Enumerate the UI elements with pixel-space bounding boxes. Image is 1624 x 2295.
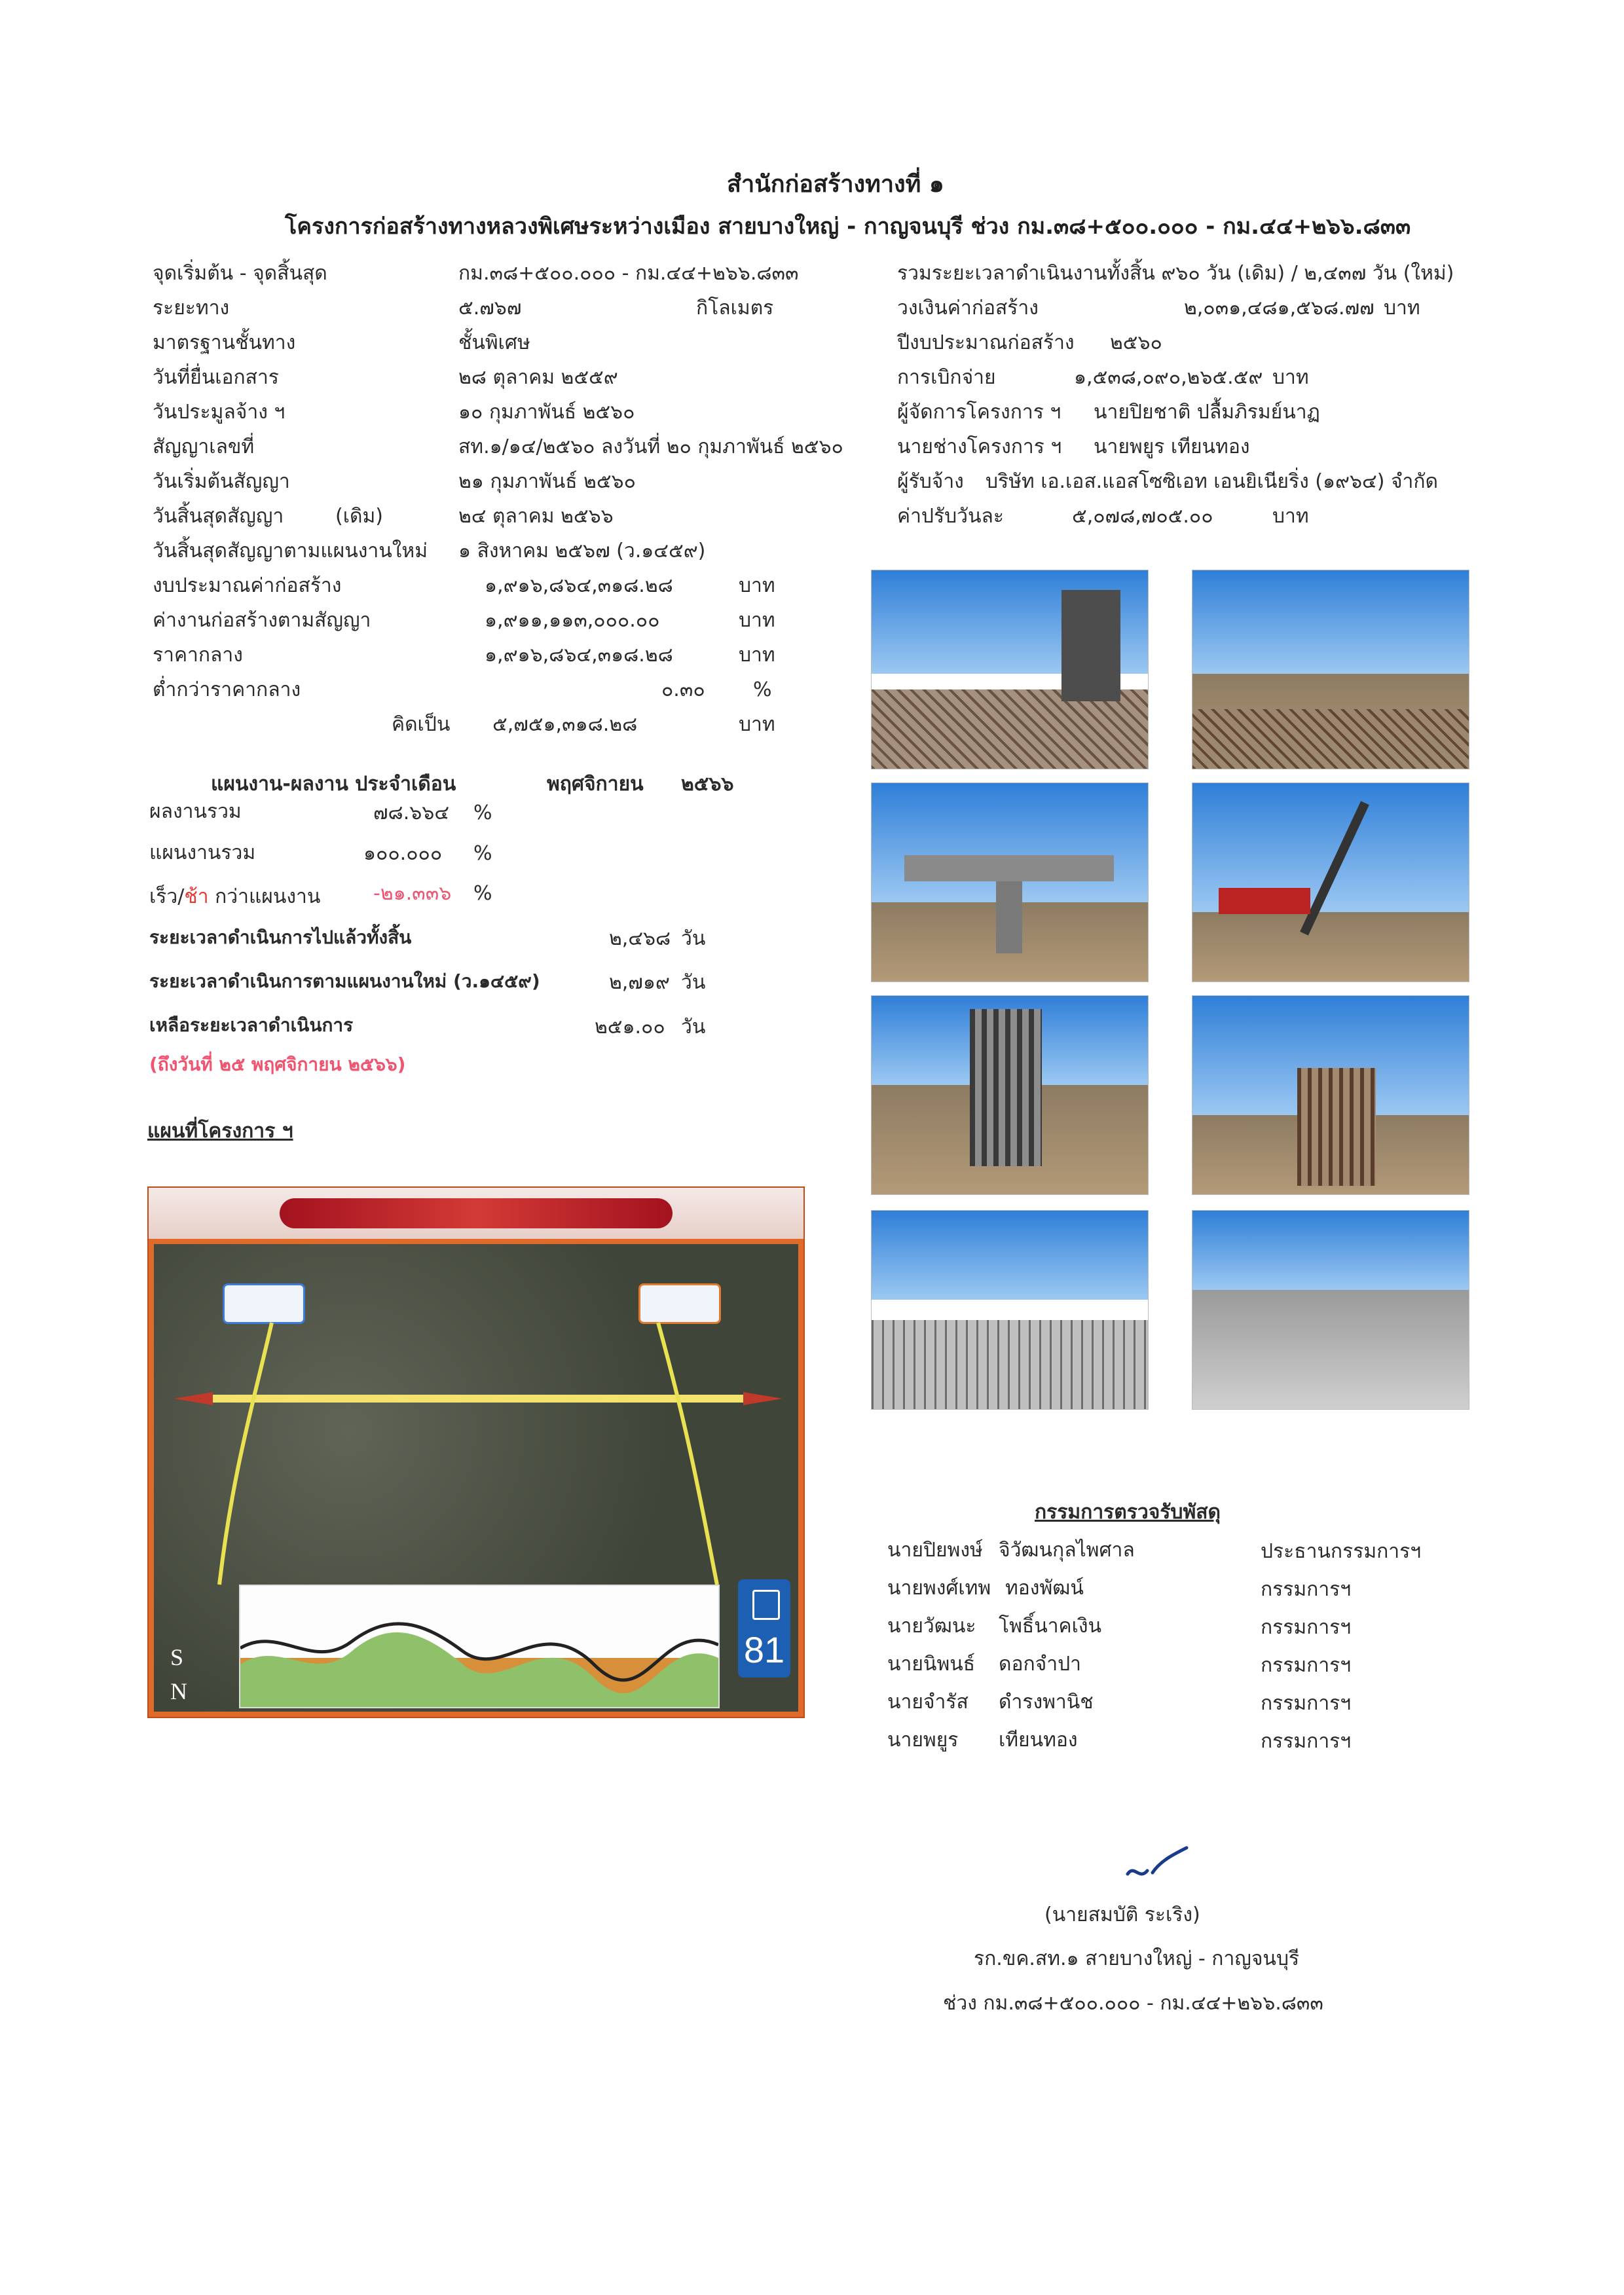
right-value-disbursement: ๑,๕๓๘,๐๙๐,๒๖๕.๕๙ <box>1074 366 1263 389</box>
info-value-bid-date: ๑๐ กุมภาพันธ์ ๒๕๖๐ <box>458 401 635 424</box>
right-value-fiscal-year: ๒๕๖๐ <box>1110 331 1162 354</box>
photo-2 <box>1192 570 1469 769</box>
member-last-name: ดำรงพานิช <box>999 1691 1094 1714</box>
member-last-name: ทองพัฒน์ <box>1005 1577 1084 1600</box>
compass-s: S <box>170 1644 184 1670</box>
duration-unit-new-plan: วัน <box>681 971 706 994</box>
map-header <box>149 1188 803 1239</box>
speed-rest-label: กว่าแผนงาน <box>208 885 321 908</box>
progress-heading: แผนงาน-ผลงาน ประจำเดือน <box>211 773 456 796</box>
progress-value-plan: ๑๐๐.๐๐๐ <box>363 842 443 865</box>
right-value-project-manager: นายปิยชาติ ปลื้มภิรมย์นาฏ <box>1094 401 1320 424</box>
progress-unit-plan: % <box>473 842 492 865</box>
map-heading: แผนที่โครงการ ฯ <box>147 1120 293 1143</box>
speed-fast-label: เร็ว/ <box>149 885 185 908</box>
info-label-contract-end: วันสิ้นสุดสัญญา <box>153 505 284 528</box>
profile-chart <box>240 1586 718 1707</box>
info-label-new-end: วันสิ้นสุดสัญญาตามแผนงานใหม่ <box>153 540 428 562</box>
money-unit-below: % <box>753 678 772 701</box>
member-role: กรรมการฯ <box>1261 1654 1352 1677</box>
highway-81-badge <box>738 1579 790 1678</box>
member-role: ประธานกรรมการฯ <box>1261 1540 1422 1563</box>
right-label-contractor: ผู้รับจ้าง <box>897 470 964 493</box>
info-value-new-end: ๑ สิงหาคม ๒๕๖๗ (ว.๑๔๕๙) <box>458 540 706 562</box>
member-first-name: นายจำรัส <box>887 1691 969 1714</box>
progress-label-plan: แผนงานรวม <box>149 841 256 864</box>
signer-section: ช่วง กม.๓๘+๕๐๐.๐๐๐ - กม.๔๔+๒๖๖.๘๓๓ <box>943 1992 1323 2015</box>
map-road-profile <box>239 1585 720 1708</box>
photo-8 <box>1192 1210 1469 1410</box>
money-label-below: ต่ำกว่าราคากลาง <box>153 678 301 701</box>
member-first-name: นายปิยพงษ์ <box>887 1539 983 1562</box>
right-value-daily-fine: ๕,๐๗๘,๗๐๕.๐๐ <box>1072 505 1213 528</box>
money-label-budget: งบประมาณค่าก่อสร้าง <box>153 574 342 597</box>
right-label-daily-fine: ค่าปรับวันละ <box>897 505 1004 528</box>
member-role: กรรมการฯ <box>1261 1616 1352 1639</box>
info-value-contract-start: ๒๑ กุมภาพันธ์ ๒๕๖๐ <box>458 470 636 493</box>
project-map <box>147 1186 805 1718</box>
photo-4 <box>1192 782 1469 982</box>
money-unit-budget: บาท <box>739 574 775 597</box>
signature-mark <box>1121 1841 1193 1887</box>
duration-value-new-plan: ๒,๗๑๙ <box>609 971 670 994</box>
photo-5 <box>871 995 1149 1195</box>
signer-position: รก.ขค.สท.๑ สายบางใหญ่ - กาญจนบุรี <box>974 1947 1300 1970</box>
highway-emblem-icon <box>752 1590 780 1620</box>
money-unit-equal: บาท <box>739 713 775 736</box>
info-unit-distance: กิโลเมตร <box>696 297 774 320</box>
right-label-duration-total: รวมระยะเวลาดำเนินงานทั้งสิ้น ๙๖๐ วัน (เดิม) / ๒,๔๓๗ วัน (ใหม่) <box>897 262 1454 285</box>
duration-value-remaining: ๒๕๑.๐๐ <box>595 1016 665 1038</box>
photo-7 <box>871 1210 1149 1410</box>
duration-unit-elapsed: วัน <box>681 927 706 950</box>
photo-1 <box>871 570 1149 769</box>
map-satellite <box>154 1244 798 1712</box>
highway-number: 81 <box>743 1629 785 1670</box>
compass-n: N <box>170 1678 187 1704</box>
info-label-start-end: จุดเริ่มต้น - จุดสิ้นสุด <box>153 262 327 285</box>
right-value-contractor: บริษัท เอ.เอส.แอสโซซิเอท เอนยิเนียริ่ง (๑๙๖๔) จำกัด <box>986 470 1439 493</box>
member-last-name: เทียนทอง <box>999 1729 1078 1752</box>
progress-label-speed <box>149 884 320 910</box>
duration-value-elapsed: ๒,๔๖๘ <box>609 927 671 950</box>
right-unit-construction-amount: บาท <box>1384 297 1420 320</box>
right-unit-disbursement: บาท <box>1272 366 1309 389</box>
money-label-equal: คิดเป็น <box>392 713 451 736</box>
info-value-contract-end: ๒๔ ตุลาคม ๒๕๖๖ <box>458 505 614 528</box>
right-label-fiscal-year: ปีงบประมาณก่อสร้าง <box>897 331 1075 354</box>
signer-name: (นายสมบัติ ระเริง) <box>1044 1903 1200 1926</box>
progress-unit-speed: % <box>473 882 492 905</box>
info-label-submit-date: วันที่ยื่นเอกสาร <box>153 366 279 389</box>
info-label-contract-no: สัญญาเลขที่ <box>153 435 255 458</box>
progress-unit-actual: % <box>473 801 492 824</box>
right-label-project-engineer: นายช่างโครงการ ฯ <box>897 435 1062 458</box>
member-role: กรรมการฯ <box>1261 1578 1352 1601</box>
duration-label-new-plan: ระยะเวลาดำเนินการตามแผนงานใหม่ (ว.๑๔๕๙) <box>149 970 540 992</box>
right-value-construction-amount: ๒,๐๓๑,๔๘๑,๕๖๘.๗๗ <box>1184 297 1375 320</box>
info-label-bid-date: วันประมูลจ้าง ฯ <box>153 401 286 424</box>
duration-label-elapsed: ระยะเวลาดำเนินการไปแล้วทั้งสิ้น <box>149 927 412 948</box>
info-label-contract-start: วันเริ่มต้นสัญญา <box>153 470 290 493</box>
speed-slow-label: ช้า <box>184 885 209 908</box>
member-role: กรรมการฯ <box>1261 1692 1352 1715</box>
duration-label-remaining: เหลือระยะเวลาดำเนินการ <box>149 1014 354 1036</box>
member-first-name: นายวัฒนะ <box>887 1615 976 1638</box>
money-value-below: ๐.๓๐ <box>661 678 705 701</box>
member-last-name: โพธิ์นาคเงิน <box>999 1615 1102 1638</box>
right-unit-daily-fine: บาท <box>1272 505 1309 528</box>
money-value-equal: ๕,๗๕๑,๓๑๘.๒๘ <box>492 713 638 736</box>
project-title: โครงการก่อสร้างทางหลวงพิเศษระหว่างเมือง สายบางใหญ่ - กาญจนบุรี ช่วง กม.๓๘+๕๐๐.๐๐๐ - กม.๔๔+๒๖๖.๘๓๓ <box>285 213 1411 240</box>
money-value-budget: ๑,๙๑๖,๘๖๔,๓๑๘.๒๘ <box>485 574 673 597</box>
info-value-submit-date: ๒๘ ตุลาคม ๒๕๕๙ <box>458 366 618 389</box>
as-of-date: (ถึงวันที่ ๒๕ พฤศจิกายน ๒๕๖๖) <box>149 1054 406 1075</box>
right-label-project-manager: ผู้จัดการโครงการ ฯ <box>897 401 1061 424</box>
progress-value-speed: -๒๑.๓๓๖ <box>373 882 452 905</box>
member-last-name: จิวัฒนกุลไพศาล <box>999 1539 1135 1562</box>
progress-year: ๒๕๖๖ <box>681 773 734 796</box>
info-label-distance: ระยะทาง <box>153 297 230 320</box>
member-first-name: นายพงศ์เทพ <box>887 1577 991 1600</box>
money-value-contract: ๑,๙๑๑,๑๑๓,๐๐๐.๐๐ <box>485 609 660 632</box>
right-label-disbursement: การเบิกจ่าย <box>897 366 996 389</box>
office-title: สำนักก่อสร้างทางที่ ๑ <box>727 171 944 198</box>
photo-6 <box>1192 995 1469 1195</box>
map-title-band <box>280 1198 673 1228</box>
progress-month: พฤศจิกายน <box>547 773 644 796</box>
money-value-median: ๑,๙๑๖,๘๖๔,๓๑๘.๒๘ <box>485 644 673 667</box>
info-value-contract-no: สท.๑/๑๔/๒๕๖๐ ลงวันที่ ๒๐ กุมภาพันธ์ ๒๕๖๐ <box>458 435 843 458</box>
committee-heading: กรรมการตรวจรับพัสดุ <box>1035 1501 1221 1524</box>
money-unit-contract: บาท <box>739 609 775 632</box>
info-value-distance: ๕.๗๖๗ <box>458 297 522 320</box>
member-first-name: นายพยูร <box>887 1729 959 1752</box>
right-label-construction-amount: วงเงินค่าก่อสร้าง <box>897 297 1039 320</box>
info-value-start-end: กม.๓๘+๕๐๐.๐๐๐ - กม.๔๔+๒๖๖.๘๓๓ <box>458 262 799 285</box>
duration-unit-remaining: วัน <box>681 1016 706 1038</box>
info-label-contract-end-original: (เดิม) <box>335 505 383 528</box>
member-role: กรรมการฯ <box>1261 1730 1352 1753</box>
money-label-contract: ค่างานก่อสร้างตามสัญญา <box>153 609 371 632</box>
progress-label-actual: ผลงานรวม <box>149 800 242 823</box>
photo-3 <box>871 782 1149 982</box>
info-label-standard: มาตรฐานชั้นทาง <box>153 331 296 354</box>
right-value-project-engineer: นายพยูร เทียนทอง <box>1094 435 1250 458</box>
member-last-name: ดอกจำปา <box>999 1653 1081 1676</box>
info-value-standard: ชั้นพิเศษ <box>458 331 530 354</box>
money-unit-median: บาท <box>739 644 775 667</box>
member-first-name: นายนิพนธ์ <box>887 1653 976 1676</box>
progress-value-actual: ๗๘.๖๖๔ <box>373 801 450 824</box>
money-label-median: ราคากลาง <box>153 644 243 667</box>
